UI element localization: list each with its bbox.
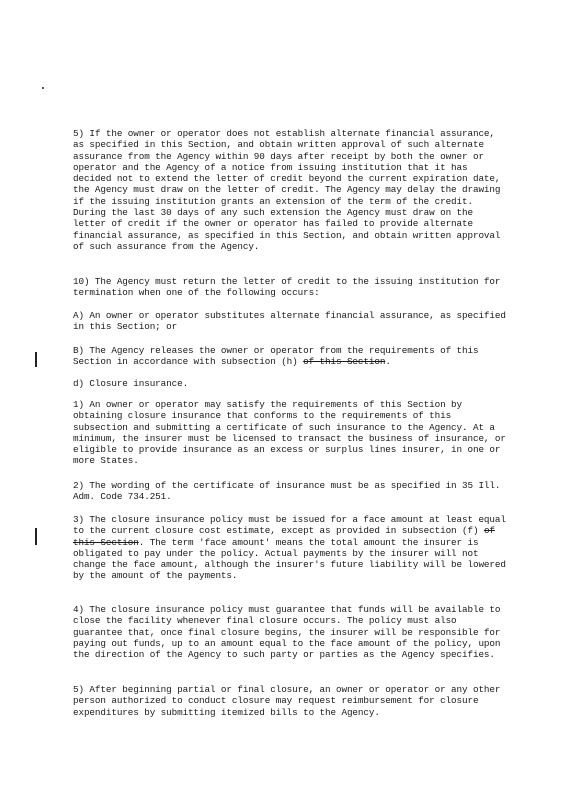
paragraph-d1 bbox=[73, 399, 509, 467]
paragraph-d4 bbox=[73, 604, 509, 660]
paragraph-text: A) An owner or operator substitutes alternate financial assurance, as specified in this Section; or bbox=[73, 310, 506, 333]
paragraph-text: 5) After beginning partial or final closure, an owner or operator or any other person authorized to conduct closure may request reimbursement for closure expenditures by submitting itemized bills to the Agency. bbox=[73, 684, 501, 718]
paragraph-text-end: . The term 'face amount' means the total amount the insurer is obligated to pay under the policy. Actual payments by the insurer will not change the face amount, although the insurer's future liability will be lowered by the amount of the payments. bbox=[73, 536, 506, 582]
paragraph-text: B) The Agency releases the owner or operator from the requirements of this Section in accordance with subsection (h) bbox=[73, 345, 479, 368]
revision-bar bbox=[35, 528, 37, 545]
paragraph-5 bbox=[73, 128, 509, 252]
struck-text: of this Section bbox=[73, 525, 495, 548]
paragraph-text: 10) The Agency must return the letter of credit to the issuing institution for termination when one of the following occurs: bbox=[73, 276, 501, 299]
paragraph-d2 bbox=[73, 480, 509, 503]
paragraph-text-end: . bbox=[385, 356, 391, 368]
paragraph-d5 bbox=[73, 684, 509, 718]
paragraph-A bbox=[73, 310, 509, 333]
paragraph-text: 3) The closure insurance policy must be issued for a face amount at least equal to the current closure cost estimate, except as provided in subsection (f) bbox=[73, 514, 506, 537]
paragraph-text: d) Closure insurance. bbox=[73, 378, 189, 389]
struck-text: of this Section bbox=[303, 356, 386, 368]
revision-bar bbox=[35, 352, 37, 367]
paragraph-10 bbox=[73, 276, 509, 299]
paragraph-text: 4) The closure insurance policy must guarantee that funds will be available to close the facility whenever final closure occurs. The policy must also guarantee that, once final closure begins, the insurer will be responsible for paying out funds, up to an amount equal to the face amount of the policy, upon the direction of the Agency to such party or parties as the Agency specifies. bbox=[73, 604, 501, 661]
heading-closure-insurance bbox=[73, 378, 509, 389]
paragraph-text: 1) An owner or operator may satisfy the requirements of this Section by obtaining closure insurance that conforms to the requirements of this subsection and submitting a certificate of such insurance to the Agency. At a minimum, the insurer must be licensed to transact the business of insurance, or eligible to provide insurance as an excess or surplus lines insurer, in one or more States. bbox=[73, 399, 506, 467]
paragraph-d3 bbox=[73, 514, 509, 582]
paragraph-B bbox=[73, 345, 509, 368]
paragraph-text: 5) If the owner or operator does not establish alternate financial assurance, as specified in this Section, and obtain written approval of such alternate assurance from the Agency within 90 days after receipt by both the owner or operator and the Agency of a notice from issuing institution that it has decided not to extend the letter of credit beyond the current expiration date, the Agency must draw on the letter of credit. The Agency may delay the drawing if the issuing institution grants an extension of the term of the credit. During the last 30 days of any such extension the Agency must draw on the letter of credit if the owner or operator has failed to provide alternate financial assurance, as specified in this Section, and obtain written approval of such assurance from the Agency. bbox=[73, 128, 501, 252]
paragraph-text: 2) The wording of the certificate of insurance must be as specified in 35 Ill. Adm. Code 734.251. bbox=[73, 480, 501, 503]
scan-speck bbox=[42, 87, 44, 89]
